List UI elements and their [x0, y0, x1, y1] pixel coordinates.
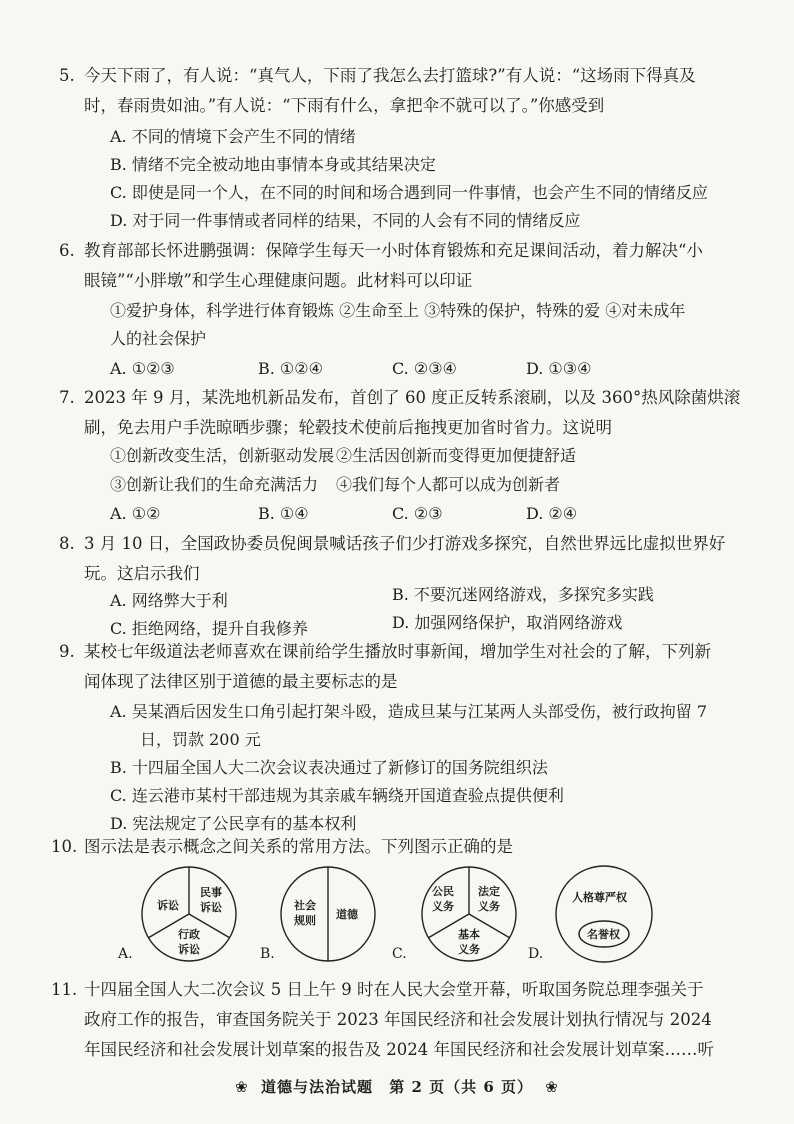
question-stem-line: 年国民经济和社会发展计划草案的报告及 2024 年国民经济和社会发展计划草案……听: [84, 1040, 714, 1059]
diagram-c-sector-1-line2: 义务: [432, 900, 454, 913]
diagram-a-label[interactable]: A.: [118, 946, 133, 962]
flower-icon: ❀: [235, 1078, 249, 1096]
page-footer: [0, 1076, 794, 1097]
diagram-a-sector-1: 诉讼: [157, 899, 179, 912]
question-number: 8.: [59, 534, 75, 553]
question-stem-line: 图示法是表示概念之间关系的常用方法。下列图示正确的是: [84, 837, 513, 856]
question-10: [51, 832, 706, 862]
exam-subject: 道德与法治试题: [260, 1078, 373, 1096]
question-stem-line: 今天下雨了，有人说：“真气人，下雨了我怎么去打篮球?”有人说：“这场雨下得真及: [84, 66, 696, 85]
diagram-c[interactable]: [414, 862, 524, 970]
statement-line: ①爱护身体，科学进行体育锻炼 ②生命至上 ③特殊的保护，特殊的爱 ④对未成年: [110, 301, 686, 320]
option-a[interactable]: A. ①②③: [110, 359, 175, 378]
diagram-d-label[interactable]: D.: [528, 946, 544, 962]
option-d[interactable]: D. 宪法规定了公民享有的基本权利: [110, 814, 357, 833]
question-6: [59, 236, 706, 296]
question-number: 6.: [59, 241, 75, 260]
statement-2: ②生活因创新而变得更加便捷舒适: [336, 446, 577, 465]
diagram-a-sector-2-line2: 诉讼: [200, 901, 222, 914]
diagram-b-right: 道德: [336, 908, 358, 921]
option-b[interactable]: B. ①④: [258, 504, 309, 523]
question-number: 9.: [59, 642, 75, 661]
diagram-a-sector-3-line2: 诉讼: [178, 943, 200, 956]
option-a[interactable]: A. 网络弊大于利: [110, 591, 228, 610]
option-a-continued: 日，罚款 200 元: [140, 730, 261, 749]
statement-line: 人的社会保护: [110, 329, 207, 348]
option-c[interactable]: C. 拒绝网络，提升自我修养: [110, 619, 308, 638]
diagram-c-sector-1-line1: 公民: [432, 885, 454, 898]
diagram-a[interactable]: [134, 862, 244, 970]
question-stem-line: 时，春雨贵如油。”有人说：“下雨有什么，拿把伞不就可以了。”你感受到: [84, 96, 605, 115]
question-number: 11.: [51, 980, 78, 999]
diagram-d-inner: 名誉权: [587, 928, 620, 941]
diagram-b[interactable]: [278, 862, 378, 970]
diagram-c-sector-2-line2: 义务: [478, 900, 500, 913]
option-b[interactable]: B. ①②④: [258, 359, 323, 378]
flower-icon: ❀: [545, 1078, 559, 1096]
question-stem-line: 十四届全国人大二次会议 5 日上午 9 时在人民大会堂开幕，听取国务院总理李强关于: [84, 980, 704, 999]
option-d[interactable]: D. ①③④: [526, 359, 592, 378]
option-b[interactable]: B. 十四届全国人大二次会议表决通过了新修订的国务院组织法: [110, 758, 548, 777]
question-11: [51, 975, 714, 1065]
option-c[interactable]: C. 连云港市某村干部违规为其亲戚车辆绕开国道查验点提供便利: [110, 786, 564, 805]
diagram-b-label[interactable]: B.: [260, 946, 275, 962]
option-c[interactable]: C. 即使是同一个人，在不同的时间和场合遇到同一件事情，也会产生不同的情绪反应: [110, 183, 708, 202]
statement-3: ③创新让我们的生命充满活力: [110, 475, 319, 494]
diagram-d-outer: 人格尊严权: [572, 891, 627, 904]
statement-1: ①创新改变生活，创新驱动发展: [110, 446, 335, 465]
diagram-c-label[interactable]: C.: [392, 946, 407, 962]
diagram-c-sector-3-line2: 义务: [458, 943, 480, 956]
option-a[interactable]: A. ①②: [110, 504, 161, 523]
diagram-c-sector-3-line1: 基本: [458, 928, 480, 941]
option-c[interactable]: C. ②③: [392, 504, 443, 523]
diagram-a-sector-2-line1: 民事: [200, 886, 222, 899]
diagram-b-left-line2: 规则: [294, 914, 316, 927]
statement-4: ④我们每个人都可以成为创新者: [336, 475, 561, 494]
question-number: 5.: [59, 66, 75, 85]
question-stem-line: 教育部部长怀进鹏强调：保障学生每天一小时体育锻炼和充足课间活动，着力解决“小: [84, 241, 703, 260]
question-number: 7.: [59, 388, 75, 407]
option-b[interactable]: B. 情绪不完全被动地由事情本身或其结果决定: [110, 155, 436, 174]
option-d[interactable]: D. 对于同一件事情或者同样的结果，不同的人会有不同的情绪反应: [110, 211, 581, 230]
question-stem-line: 眼镜”“小胖墩”和学生心理健康问题。此材料可以印证: [84, 271, 473, 290]
option-d[interactable]: D. 加强网络保护，取消网络游戏: [392, 613, 623, 632]
question-stem-line: 刷，免去用户手洗晾晒步骤；轮毂技术使前后拖拽更加省时省力。这说明: [84, 418, 612, 437]
question-stem-line: 闻体现了法律区别于道德的最主要标志的是: [84, 672, 398, 691]
question-stem-line: 3 月 10 日，全国政协委员倪闽景喊话孩子们少打游戏多探究，自然世界远比虚拟世界好: [84, 534, 726, 553]
question-5: [59, 61, 706, 121]
diagram-d[interactable]: [548, 862, 660, 970]
page-number: 第 2 页（共 6 页）: [389, 1078, 533, 1096]
option-a[interactable]: A. 吴某酒后因发生口角引起打架斗殴，造成旦某与江某两人头部受伤，被行政拘留 7: [110, 702, 707, 721]
option-a[interactable]: A. 不同的情境下会产生不同的情绪: [110, 127, 356, 146]
diagram-b-left-line1: 社会: [294, 899, 316, 912]
question-7: [59, 383, 741, 443]
question-stem-line: 2023 年 9 月，某洗地机新品发布，首创了 60 度正反转系滚刷，以及 360°热风除菌烘滚: [84, 388, 741, 407]
question-number: 10.: [51, 837, 78, 856]
question-stem-line: 政府工作的报告，审查国务院关于 2023 年国民经济和社会发展计划执行情况与 2024: [84, 1010, 712, 1029]
question-stem-line: 玩。这启示我们: [84, 564, 200, 583]
diagram-a-sector-3-line1: 行政: [178, 928, 200, 941]
diagram-options: [118, 862, 678, 970]
option-c[interactable]: C. ②③④: [392, 359, 457, 378]
question-stem-line: 某校七年级道法老师喜欢在课前给学生播放时事新闻，增加学生对社会的了解，下列新: [84, 642, 711, 661]
option-d[interactable]: D. ②④: [526, 504, 578, 523]
option-b[interactable]: B. 不要沉迷网络游戏，多探究多实践: [392, 585, 654, 604]
diagram-c-sector-2-line1: 法定: [478, 885, 500, 898]
question-9: [59, 637, 711, 697]
